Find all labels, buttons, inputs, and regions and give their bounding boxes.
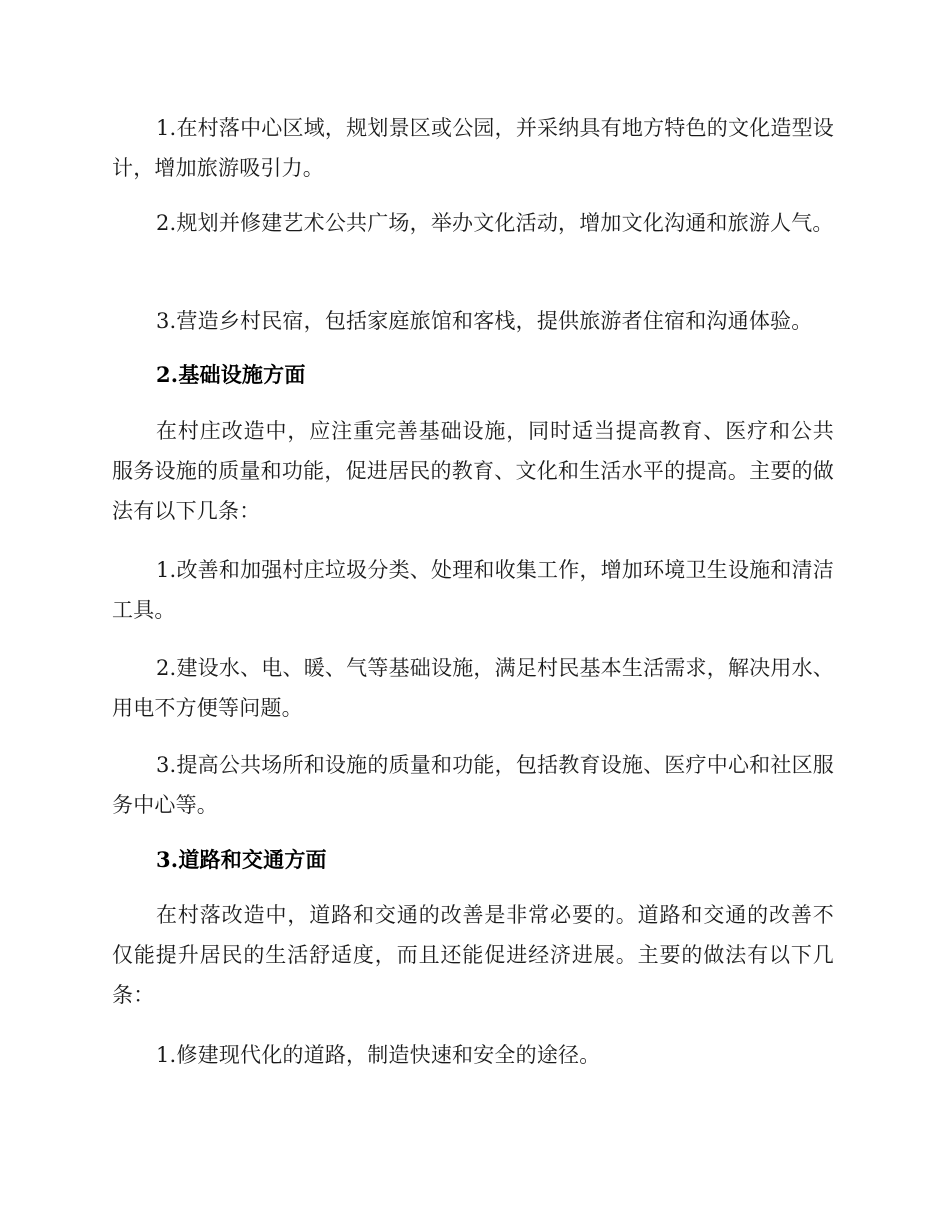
- paragraph-roads-intro: 在村落改造中，道路和交通的改善是非常必要的。道路和交通的改善不仅能提升居民的生活舒适度，而且还能促进经济进展。主要的做法有以下几条：: [112, 903, 834, 1007]
- paragraph-art-plaza: 2.规划并修建艺术公共广场，举办文化活动，增加文化沟通和旅游人气。: [156, 211, 834, 235]
- paragraph-public-facilities: 3.提高公共场所和设施的质量和功能，包括教育设施、医疗中心和社区服务中心等。: [112, 753, 834, 817]
- paragraph-garbage-sorting: 1.改善和加强村庄垃圾分类、处理和收集工作，增加环境卫生设施和清洁工具。: [112, 558, 834, 622]
- section-heading-infrastructure: 2.基础设施方面: [156, 362, 306, 387]
- paragraph-scenic-area: 1.在村落中心区域，规划景区或公园，并采纳具有地方特色的文化造型设计，增加旅游吸引力。: [112, 116, 834, 180]
- paragraph-utilities: 2.建设水、电、暖、气等基础设施，满足村民基本生活需求，解决用水、用电不方便等问题。: [112, 656, 834, 720]
- paragraph-infrastructure-intro: 在村庄改造中，应注重完善基础设施，同时适当提高教育、医疗和公共服务设施的质量和功能，促进居民的教育、文化和生活水平的提高。主要的做法有以下几条：: [112, 419, 834, 523]
- paragraph-modern-roads: 1.修建现代化的道路，制造快速和安全的途径。: [156, 1043, 601, 1067]
- paragraph-homestay: 3.营造乡村民宿，包括家庭旅馆和客栈，提供旅游者住宿和沟通体验。: [156, 309, 813, 333]
- section-heading-roads-transport: 3.道路和交通方面: [156, 847, 327, 872]
